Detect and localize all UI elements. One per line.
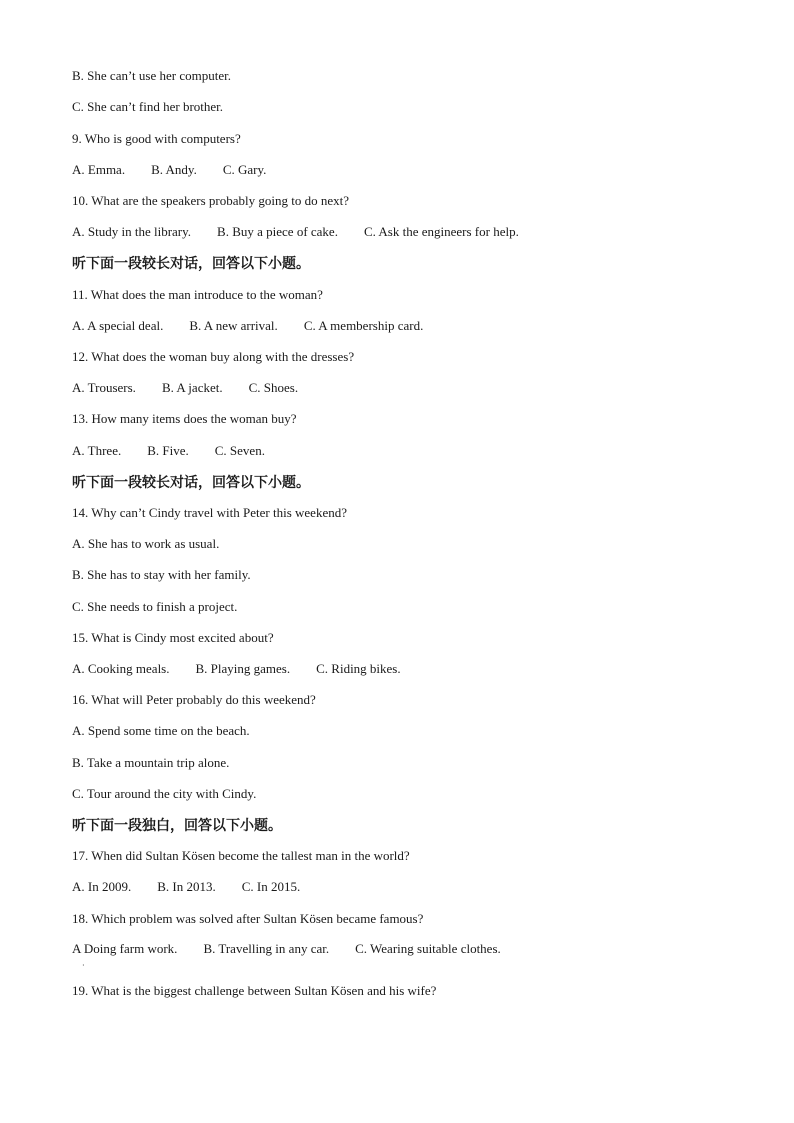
question-text: 12. What does the woman buy along with the dresses? [72, 349, 355, 364]
answer-option: A. Three. [72, 443, 122, 458]
answer-option: A. She has to work as usual. [72, 536, 220, 551]
stray-dot: · [82, 961, 85, 970]
answer-option: A. In 2009. [72, 879, 132, 894]
section-heading: 听下面一段较长对话，回答以下小题。 [72, 475, 310, 491]
options-row [72, 879, 300, 895]
answer-option: B. In 2013. [157, 879, 216, 894]
section-heading: 听下面一段较长对话，回答以下小题。 [72, 256, 310, 272]
question-text: 19. What is the biggest challenge between Sultan Kösen and his wife? [72, 983, 437, 998]
options-row [72, 380, 298, 396]
answer-option: B. A jacket. [161, 380, 223, 395]
answer-option: B. Take a mountain trip alone. [72, 755, 230, 770]
answer-option: C. Wearing suitable clothes. [355, 941, 501, 956]
answer-option: B. She has to stay with her family. [72, 567, 251, 582]
answer-option: A Doing farm work. [72, 941, 178, 956]
answer-option: B. Travelling in any car. [203, 941, 330, 956]
options-row [72, 443, 265, 459]
answer-option: C. Ask the engineers for help. [363, 224, 519, 239]
answer-option: A. A special deal. [72, 318, 164, 333]
answer-option: C. Tour around the city with Cindy. [72, 786, 257, 801]
answer-option: A. Spend some time on the beach. [72, 723, 250, 738]
options-row [72, 941, 501, 957]
answer-option: C. Shoes. [248, 380, 299, 395]
answer-option: C. A membership card. [303, 318, 424, 333]
section-heading: 听下面一段独白，回答以下小题。 [72, 818, 282, 834]
question-text: 18. Which problem was solved after Sultan Kösen became famous? [72, 911, 424, 926]
question-text: 13. How many items does the woman buy? [72, 411, 297, 426]
answer-option: B. Five. [147, 443, 189, 458]
answer-option: B. Andy. [151, 162, 197, 177]
answer-option: C. Gary. [222, 162, 267, 177]
answer-option: A. Trousers. [72, 380, 136, 395]
question-text: 14. Why can’t Cindy travel with Peter this weekend? [72, 505, 347, 520]
answer-option: C. Riding bikes. [316, 661, 401, 676]
question-text: 9. Who is good with computers? [72, 131, 241, 146]
answer-option: B. A new arrival. [189, 318, 278, 333]
question-text: 11. What does the man introduce to the woman? [72, 287, 323, 302]
question-text: 17. When did Sultan Kösen become the tallest man in the world? [72, 848, 410, 863]
answer-option: A. Cooking meals. [72, 661, 170, 676]
options-row [72, 162, 266, 178]
question-text: 16. What will Peter probably do this weekend? [72, 692, 316, 707]
answer-option: B. Playing games. [195, 661, 291, 676]
answer-option: C. Seven. [214, 443, 265, 458]
answer-option: B. She can’t use her computer. [72, 68, 231, 83]
options-row [72, 661, 401, 677]
answer-option: C. In 2015. [241, 879, 301, 894]
answer-option: A. Study in the library. [72, 224, 192, 239]
answer-option: C. She can’t find her brother. [72, 99, 224, 114]
options-row [72, 224, 519, 240]
question-text: 10. What are the speakers probably going to do next? [72, 193, 350, 208]
options-row [72, 318, 423, 334]
answer-option: A. Emma. [72, 162, 126, 177]
answer-option: C. She needs to finish a project. [72, 599, 238, 614]
question-text: 15. What is Cindy most excited about? [72, 630, 274, 645]
answer-option: B. Buy a piece of cake. [217, 224, 338, 239]
